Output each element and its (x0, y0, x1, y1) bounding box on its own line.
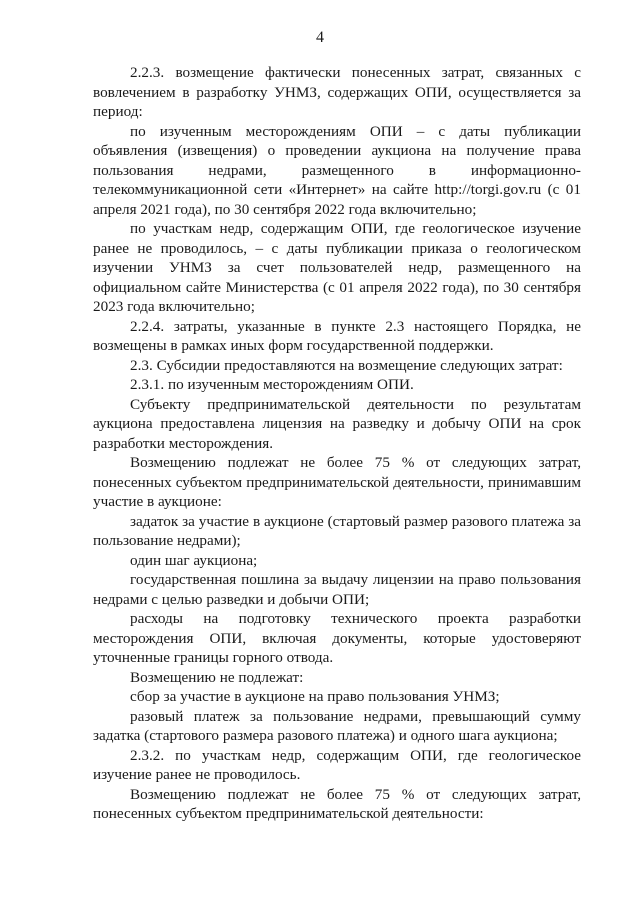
paragraph-2-3: 2.3. Субсидии предоставляются на возмещение следующих затрат: (130, 356, 563, 374)
paragraph-unexplored-plots-period: по участкам недр, содержащим ОПИ, где геологическое изучение ранее не проводилось, – с даты публикации приказа о геологическом изучении УНМЗ за счет пользователей недр, размещенного на официальном сайте Министерства (с 01 апреля 2022 года), по 30 сентября 2023 года включительно; (93, 220, 581, 315)
paragraph-2-3-1: 2.3.1. по изученным месторождениям ОПИ. (130, 376, 414, 393)
paragraph-2-2-3: 2.2.3. возмещение фактически понесенных затрат, связанных с вовлечением в разработку УНМЗ, содержащих ОПИ, осуществляется за период: (93, 64, 581, 120)
paragraph-2-2-4: 2.2.4. затраты, указанные в пункте 2.3 настоящего Порядка, не возмещены в рамках иных форм государственной поддержки. (93, 317, 581, 354)
list-item-one-time-payment: разовый платеж за пользование недрами, превышающий сумму задатка (стартового размера разового платежа) и одного шага аукциона; (93, 707, 581, 744)
paragraph-studied-deposits-period: по изученным месторождениям ОПИ – с даты публикации объявления (извещения) о проведении аукциона на получение права пользования недрами, размещенного в информационно-телекоммуникационной сети «Интернет» на сайте http://torgi.gov.ru (с 01 апреля 2021 года), по 30 сентября 2022 года включительно; (93, 122, 581, 218)
paragraph-reimbursable-costs-2: Возмещению подлежат не более 75 % от следующих затрат, понесенных субъектом предпринимательской деятельности: (93, 785, 581, 822)
paragraph-license-granted: Субъекту предпринимательской деятельности по результатам аукциона предоставлена лицензия на разведку и добычу ОПИ на срок разработки месторождения. (93, 395, 581, 452)
list-item-project-costs: расходы на подготовку технического проекта разработки месторождения ОПИ, включая документы, которые удостоверяют уточненные границы горного отвода. (93, 610, 581, 666)
list-item-deposit: задаток за участие в аукционе (стартовый размер разового платежа за пользование недрами); (93, 512, 581, 549)
document-body (93, 63, 581, 824)
paragraph-not-reimbursable: Возмещению не подлежат: (130, 668, 304, 686)
list-item-auction-step: один шаг аукциона; (130, 551, 258, 569)
paragraph-reimbursable-costs: Возмещению подлежат не более 75 % от следующих затрат, понесенных субъектом предпринимательской деятельности, принимавшим участие в аукционе: (93, 454, 581, 510)
list-item-state-fee: государственная пошлина за выдачу лицензии на право пользования недрами с целью разведки и добычи ОПИ; (93, 571, 581, 608)
paragraph-2-3-2: 2.3.2. по участкам недр, содержащим ОПИ, где геологическое изучение ранее не проводилось. (93, 746, 581, 783)
page-number: 4 (316, 29, 324, 46)
list-item-participation-fee: сбор за участие в аукционе на право пользования УНМЗ; (130, 688, 500, 705)
